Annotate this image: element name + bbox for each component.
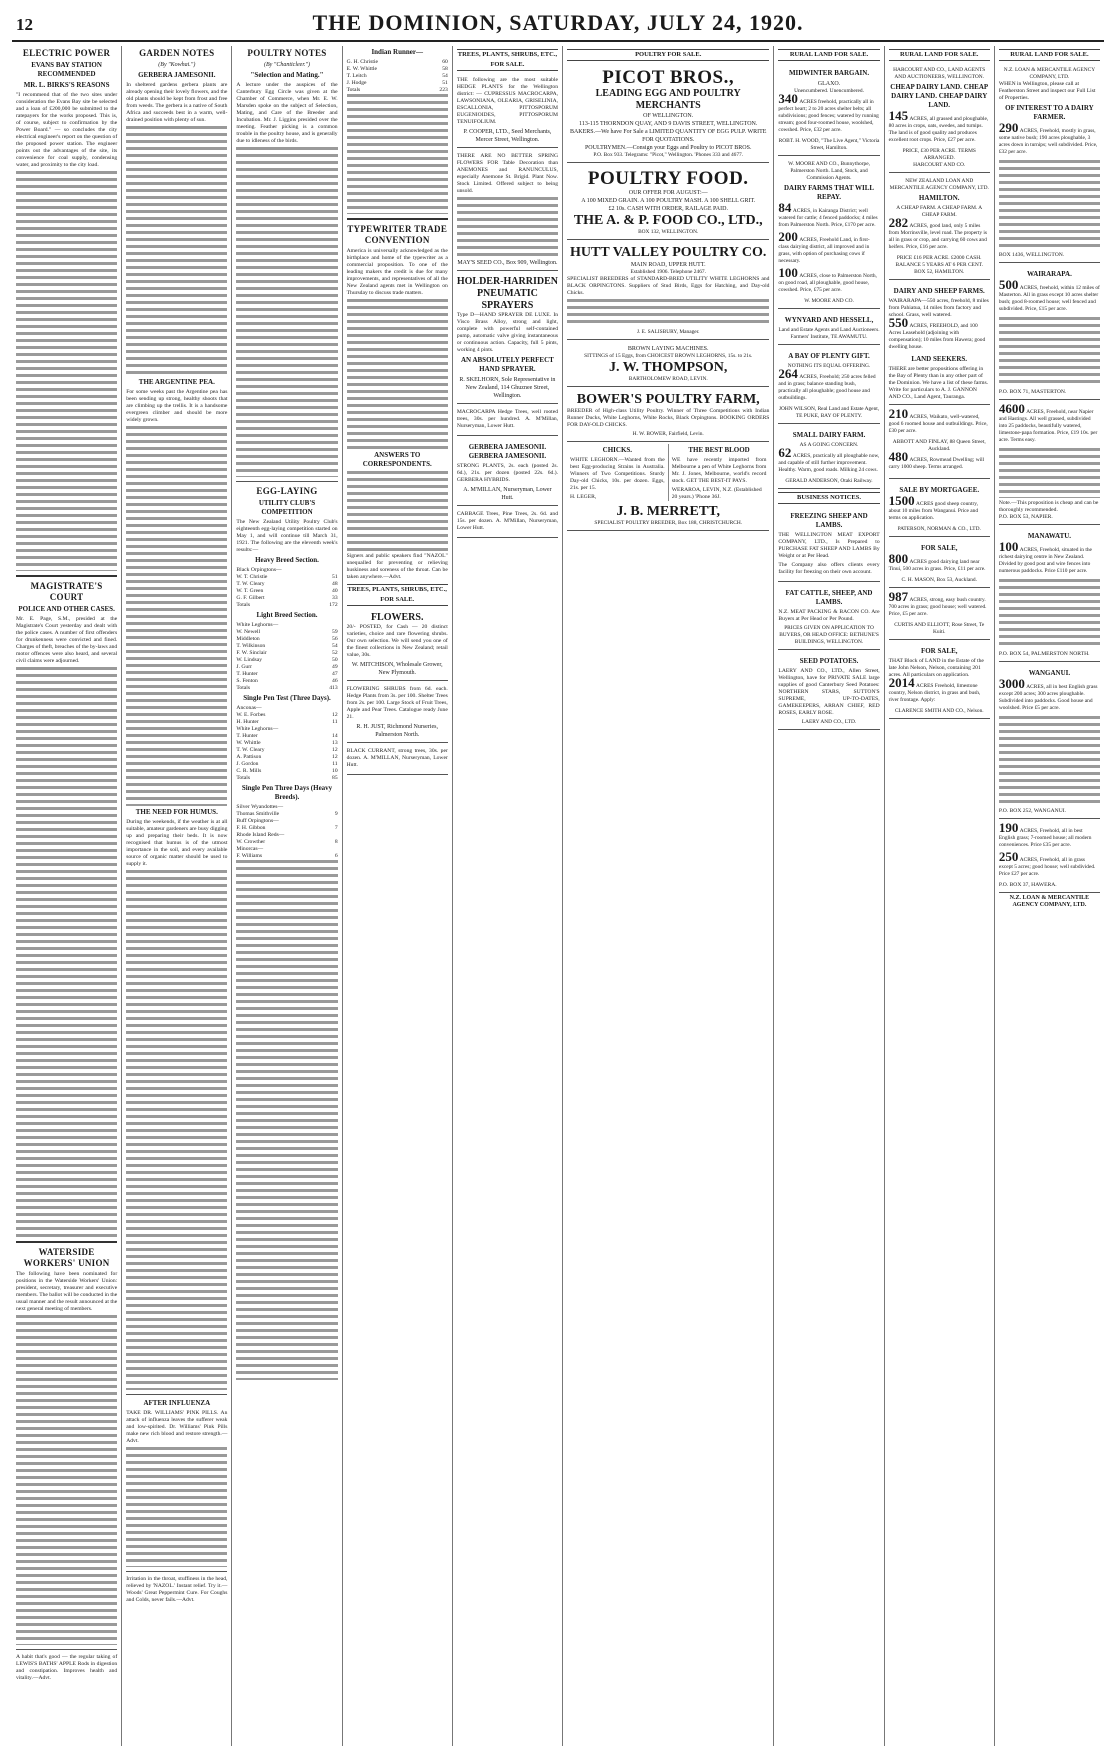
results-row bbox=[347, 73, 448, 80]
electric-power-body: "I recommend that of the two sites under consideration the Evans Bay site be selected and a loan of £200,000 be submitted to the ratepayers for the works proposed. This is, of course, subject to confirmation by the Power Board." — so concludes the city electrical engineer's report on the question of the proposed power station. The engineer points out the advantages of the site, its convenience for coal supply, condensing water, and proximity to the city load. bbox=[16, 92, 118, 168]
results-row bbox=[236, 846, 337, 853]
egg-count: 56 bbox=[332, 636, 338, 642]
results-row bbox=[236, 685, 337, 692]
wairarapa-ad: WAIRARAPA. 500 ACRES, freehold, within 12 miles of Masterton. All in grass except 10 acres shelter bush; good 8-roomed house; well fenced and subdivided. Price, £15 per acre. P.O. BOX 71, MASTERTON. bbox=[999, 265, 1100, 400]
article-text-block bbox=[236, 147, 337, 477]
results-row bbox=[347, 80, 448, 87]
column-2 bbox=[122, 46, 232, 1746]
results-row bbox=[236, 712, 337, 719]
typewriter-heading: TYPEWRITER TRADE CONVENTION bbox=[347, 224, 448, 245]
results-table bbox=[236, 705, 337, 782]
results-row bbox=[236, 740, 337, 747]
correspondents-subhead: ANSWERS TO CORRESPONDENTS. bbox=[362, 451, 432, 468]
egg-count: 51 bbox=[332, 574, 338, 580]
gerbera-body: In sheltered gardens gerbera plants are already opening their lovely flowers, and the old plants should be kept from frost and free from weeds. The gerbera is a native of South Africa and succeeds best in a warm, well-drained position with plenty of sun. bbox=[126, 82, 228, 123]
results-row bbox=[236, 595, 337, 602]
sprayer-ad: HOLDER-HARRIDEN PNEUMATIC SPRAYERS Type D—HAND SPRAYER DE LUXE. In Visco Brass Alloy, strong and light, complete with powerful self-contained pump, automatic valve giving instantaneous or continuous action. Capacity, full 5 pints, working 4 pints. AN ABSOLUTELY PERFECT HAND SPRAYER. R. SKELHORN, Sole Representative in New Zealand, 114 Ghuznee Street, Wellington. bbox=[457, 273, 558, 404]
chicks-ad: CHICKS. WHITE LEGHORN.—Wanted from the best Egg-producing Strains in Australia. Winners of Two Competitions. Sturdy Day-old Chicks, 10s. per dozen. Eggs, 21s. per 15. H. LEGER, bbox=[570, 446, 665, 500]
article-text-block bbox=[126, 426, 227, 806]
results-row bbox=[236, 754, 337, 761]
wynyard-hessell-ad: WYNYARD AND HESSELL, Land and Estate Agents and Land Auctioneers. Farmers' Institute, TE AWAMUTU. bbox=[778, 311, 879, 345]
entrant-name: Middleton bbox=[236, 636, 260, 642]
entrant-name: T. Leitch bbox=[346, 73, 367, 79]
results-table-heading: Single Pen Test (Three Days). bbox=[243, 694, 331, 702]
hawera-ad: 190 ACRES, Freehold, all in best English grass; 7-roomed house; all modern conveniences. Price £35 per acre. 250 ACRES, Freehold, all in grass except 5 acres; good house; well subdivided. Price £27 per acre. P.O. BOX 37, HAWERA. bbox=[999, 821, 1100, 893]
entrant-name: W. Whittle bbox=[236, 740, 261, 746]
entrant-name: W. T. Christie bbox=[236, 574, 268, 580]
results-row bbox=[236, 664, 337, 671]
egg-laying-subhead: UTILITY CLUB'S COMPETITION bbox=[258, 499, 316, 516]
column-4 bbox=[343, 46, 453, 1746]
egg-count: 50 bbox=[332, 657, 338, 663]
results-row bbox=[236, 853, 337, 860]
entrant-name: C. R. Mills bbox=[236, 768, 262, 774]
entrant-name: Silver Wyandottes— bbox=[236, 804, 284, 810]
indian-runner-results bbox=[347, 59, 448, 94]
article-text-block bbox=[16, 171, 117, 571]
results-row bbox=[236, 657, 337, 664]
bush-country-ad: 987 ACRES, strong, easy bush country. 700 acres in grass; good house; well watered. Price, £5 per acre. CURTIS AND ELLIOTT, Rose Street, Te Kuiti. bbox=[889, 590, 990, 640]
results-row bbox=[236, 622, 337, 629]
entrant-name: Rhode Island Reds— bbox=[236, 832, 285, 838]
egg-count: 223 bbox=[439, 87, 448, 93]
results-row bbox=[236, 775, 337, 782]
egg-count: 12 bbox=[332, 747, 338, 753]
best-blood-ad: THE BEST BLOOD WE have recently imported from Melbourne a pen of White Leghorns from Mr. J. Jones, Melbourne, world's record stock. GET THE BEST-IT PAYS. WERAROA, LEVIN, N.Z. (Established 20 years.) 'Phone 36J. bbox=[668, 444, 770, 501]
entrant-name: Totals bbox=[236, 602, 250, 608]
tinui-land-ad: FOR SALE, 800 ACRES good dairying land near Tinui, 500 acres in grass. Price, £11 per acre. C. H. MASON, Box 53, Auckland. bbox=[889, 539, 990, 588]
magistrates-court-body: Mr. E. Page, S.M., presided at the Magistrate's Court yesterday and dealt with the police cases. A number of first offenders for drunkenness were convicted and fined. Charges of theft, breaches of the by-laws and motor offences were also heard, and several civil claims were adjourned. bbox=[16, 616, 118, 664]
bowers-farm-ad: BOWER'S POULTRY FARM, BREEDER of High-class Utility Poultry. Winner of Three Competitions with Indian Runner Ducks, White Leghorns, White Rocks, Black Orpingtons. BOOKING ORDERS FOR DAY-OLD CHICKS. H. W. BOWER, Fairfield, Levin. bbox=[567, 389, 769, 442]
egg-count: 33 bbox=[332, 595, 338, 601]
fat-cattle-ad: FAT CATTLE, SHEEP, AND LAMBS. N.Z. MEAT PACKING & BACON CO. Are Buyers at Per Head or Per Pound. PRICES GIVEN ON APPLICATION TO BUYERS, OR HEAD OFFICE: BETHUNE'S BUILDINGS, WELLINGTON. bbox=[778, 584, 879, 650]
harcourt-ad: HARCOURT AND CO., LAND AGENTS AND AUCTIONEERS, WELLINGTON. CHEAP DAIRY LAND. CHEAP DAIRY LAND. CHEAP DAIRY LAND. 145 ACRES, all grassed and ploughable, 80 acres in crops, oats, swedes, and turnips. The land is of good quality and produces excellent root crops. Price, £27 per acre. PRICE, £30 PER ACRE. TERMS ARRANGED. HARCOURT AND CO. bbox=[889, 64, 990, 173]
entrant-name: T. Wilkinson bbox=[236, 643, 266, 649]
entrant-name: Anconas— bbox=[236, 705, 262, 711]
egg-count: 12 bbox=[332, 712, 338, 718]
magistrates-court-heading: MAGISTRATE'S COURT bbox=[30, 581, 103, 602]
business-notices-label: BUSINESS NOTICES. bbox=[778, 492, 879, 504]
seed-potatoes-ad: SEED POTATOES. LAERY AND CO., LTD., Allen Street, Wellington, have for PRIVATE SALE large supplies of good Canterbury Seed Potatoes: NORTHERN STARS, SUTTON'S SUPREME, UP-TO-DATES, GAMEKEEPERS, ARRAN CHIEF, RED ROSES, EARLY ROSE. LAERY AND CO., LTD. bbox=[778, 652, 879, 730]
newspaper-title: THE DOMINION, SATURDAY, JULY 24, 1920. bbox=[312, 10, 804, 35]
entrant-name: F. W. Sinclair bbox=[236, 650, 267, 656]
rural-land-section-label: RURAL LAND FOR SALE. bbox=[889, 49, 990, 61]
article-text-block bbox=[16, 667, 117, 1237]
results-row bbox=[236, 839, 337, 846]
column-5 bbox=[453, 46, 563, 1746]
entrant-name: Buff Orpingtons— bbox=[236, 818, 279, 824]
results-row bbox=[236, 671, 337, 678]
dairy-farms-ad: W. MOORE AND CO., Bunnythorpe, Palmerston North. Land, Stock, and Commission Agents. DAIRY FARMS THAT WILL REPAY. 84 ACRES, in Kairanga District; well watered for cattle; 4 fenced paddocks; 4 miles from Palmerston North. Price, £170 per acre. 200 ACRES, Freehold Land, in first-class dairying district, all improved and in grass, with option of purchasing cows if necessary. 100 ACRES, close to Palmerston North, on good road, all ploughable, good house, cowshed. Price, £75 per acre. W. MOORE AND CO. bbox=[778, 158, 879, 309]
electric-power-subhead: EVANS BAY STATION RECOMMENDED bbox=[31, 61, 102, 78]
results-row bbox=[236, 747, 337, 754]
typewriter-body: America is universally acknowledged as the birthplace and home of the typewriter as a commercial proposition. To one of the leading makers the credit is due for many improvements, and representatives of all the New Zealand agents met in Wellington on Thursday to discuss trade matters. bbox=[346, 248, 448, 296]
entrant-name: E. W. Whittle bbox=[346, 66, 377, 72]
entrant-name: Totals bbox=[236, 775, 250, 781]
results-row bbox=[236, 761, 337, 768]
results-row bbox=[236, 818, 337, 825]
cabbage-trees-ad: CABBAGE Trees, Pine Trees, 2s. 6d. and 15s. per dozen. A. M'Millan, Nurseryman, Lower Hutt. bbox=[457, 508, 558, 538]
egg-count: 47 bbox=[332, 671, 338, 677]
poultry-notes-byline: (By "Chanticleer.") bbox=[263, 62, 311, 68]
article-text-block bbox=[347, 471, 448, 551]
results-row bbox=[347, 66, 448, 73]
nazol-ad-body: Irritation in the throat, stuffiness in the head, relieved by 'NAZOL.' Instant relief. Try it.—Woods' Great Peppermint Cure. For Coughs and Colds, never fails.—Advt. bbox=[126, 1576, 228, 1603]
entrant-name: T. Hunter bbox=[236, 733, 258, 739]
magistrates-court-subhead: POLICE AND OTHER CASES. bbox=[18, 605, 115, 613]
electric-power-heading: ELECTRIC POWER bbox=[22, 48, 111, 58]
results-row bbox=[236, 811, 337, 818]
results-row bbox=[236, 733, 337, 740]
egg-count: 14 bbox=[332, 733, 338, 739]
agency-footer: N.Z. LOAN & MERCANTILE AGENCY COMPANY, LTD. bbox=[1009, 895, 1090, 908]
merrett-ad: J. B. MERRETT, SPECIALIST POULTRY BREEDER, Box 188, CHRISTCHURCH. bbox=[567, 501, 769, 531]
masthead bbox=[12, 8, 1104, 42]
advertisement-text: A habit that's good — the regular taking of LEWIS'S BATHS' APPLE Rods in digestion and constipation. Improves health and vitality.—Advt. bbox=[16, 1654, 118, 1681]
rural-land-section-label: RURAL LAND FOR SALE. bbox=[999, 49, 1100, 61]
thompson-ad: BROWN LAYING MACHINES. SITTINGS of 15 Eggs, from CHOICEST BROWN LEGHORNS, 15s. to 21s. J. W. THOMPSON, BARTHOLOMEW ROAD, LEVIN. bbox=[567, 342, 769, 387]
results-row bbox=[236, 629, 337, 636]
egg-count: 85 bbox=[332, 775, 338, 781]
bay-of-plenty-ad: A BAY OF PLENTY GIFT. NOTHING ITS EQUAL OFFERING. 264 ACRES, Freehold; 250 acres felled and in grass; balance standing bush, practically all ploughable; good house and outbuildings. JOHN WILSON, Real Land and Estate Agent, TE PUKE, BAY OF PLENTY. bbox=[778, 347, 879, 424]
entrant-name: W. Crowther bbox=[236, 839, 266, 845]
egg-laying-heading: EGG-LAYING bbox=[256, 486, 318, 496]
entrant-name: G. F. Gilbert bbox=[236, 595, 265, 601]
results-row bbox=[236, 825, 337, 832]
results-row bbox=[236, 643, 337, 650]
shrubs-ad: FLOWERING SHRUBS from 6d. each. Hedge Plants from 3s. per 100. Shelter Trees from 2s. per 100. Large Stock of Fruit Trees, Apple and Pear Trees. Catalogue ready June 21. R. H. JUST, Richmond Nurseries, Palmerston North. bbox=[347, 683, 448, 743]
garden-notes-heading: GARDEN NOTES bbox=[139, 48, 215, 58]
selection-mating-body: A lecture under the auspices of the Canterbury Egg Circle was given at the Chamber of Commerce, when Mr. E. W. Marsden spoke on the subject of Selection, Mating, and Care of the Breeder and Incubation. Mr. J. Liggins presided over the meeting. Feather picking is a common trouble in the poultry house, and is generally due to idleness of the birds. bbox=[236, 82, 338, 144]
article-text-block bbox=[126, 1447, 227, 1567]
results-text-block bbox=[236, 860, 337, 1380]
egg-count: 13 bbox=[332, 740, 338, 746]
entrant-name: T. W. Cleary bbox=[236, 581, 265, 587]
columns bbox=[12, 46, 1104, 1746]
results-row bbox=[347, 87, 448, 94]
entrant-name: Minorcas— bbox=[236, 846, 264, 852]
egg-count: 9 bbox=[334, 811, 338, 817]
gerbera-ad: GERBERA JAMESONII. GERBERA JAMESONII. STRONG PLANTS, 2s. each (posted 2s. 6d.), 21s. per dozen (posted 22s. 6d.). GERBERA HYBRIDS. A. M'MILLAN, Nurseryman, Lower Hutt. bbox=[457, 438, 558, 506]
entrant-name: White Leghorns— bbox=[236, 622, 279, 628]
egg-count: 12 bbox=[332, 754, 338, 760]
argentine-pea-subhead: THE ARGENTINE PEA. bbox=[138, 378, 215, 386]
egg-count: 11 bbox=[332, 761, 338, 767]
influenza-ad-body: TAKE DR. WILLIAMS' PINK PILLS. An attack of influenza leaves the sufferer weak and low-spirited. Dr. Williams' Pink Pills make new rich blood and restore strength.—Advt. bbox=[126, 1410, 228, 1444]
article-text-block bbox=[126, 870, 227, 1390]
egg-count: 54 bbox=[442, 73, 448, 79]
egg-count: 60 bbox=[442, 59, 448, 65]
egg-count: 7 bbox=[334, 825, 338, 831]
column-3 bbox=[232, 46, 342, 1746]
wanganui-ad: WANGANUI. 3000 ACRES, all in best English grass except 200 acres; 300 acres ploughable. Subdivided into paddocks. Good house and woolshed. Price £5 per acre. P.O. BOX 252, WANGANUI. bbox=[999, 664, 1100, 819]
results-row bbox=[236, 768, 337, 775]
results-row bbox=[236, 705, 337, 712]
egg-count: 6 bbox=[334, 853, 338, 859]
results-row bbox=[236, 726, 337, 733]
trees-section-label: TREES, PLANTS, SHRUBS, ETC., FOR SALE. bbox=[347, 584, 448, 606]
results-table bbox=[236, 622, 337, 692]
article-text-block bbox=[347, 299, 448, 449]
trees-section-label: TREES, PLANTS, SHRUBS, ETC., FOR SALE. bbox=[457, 49, 558, 71]
indian-runner-table-head: Indian Runner— bbox=[371, 48, 423, 56]
results-row bbox=[236, 574, 337, 581]
egg-laying-body: The New Zealand Utility Poultry Club's eighteenth egg-laying competition started on May 1, and will continue till March 31, 1921. The following are the eleventh week's results:— bbox=[236, 519, 338, 553]
entrant-name: W. Lindsay bbox=[236, 657, 262, 663]
rural-land-section-label: RURAL LAND FOR SALE. bbox=[778, 49, 879, 61]
column-1 bbox=[12, 46, 122, 1746]
column-9 bbox=[995, 46, 1104, 1746]
entrant-name: A. Pattison bbox=[236, 754, 262, 760]
macrocarpa-ad: MACROCARPA Hedge Trees, well rooted trees, 30s. per hundred. A. M'Millan, Nurseryman, Lower Hutt. bbox=[457, 406, 558, 436]
egg-count: 52 bbox=[332, 650, 338, 656]
egg-count: 49 bbox=[332, 664, 338, 670]
poultry-notes-heading: POULTRY NOTES bbox=[247, 48, 327, 58]
entrant-name: W. T. Green bbox=[236, 588, 264, 594]
garden-notes-byline: (By "Kowhai.") bbox=[158, 62, 196, 68]
results-row bbox=[236, 678, 337, 685]
gerbera-subhead: GERBERA JAMESONII. bbox=[138, 71, 216, 79]
hutt-valley-poultry-ad: HUTT VALLEY POULTRY CO. MAIN ROAD, UPPER HUTT. Established 1906. Telephone 2467. SPECIALIST BREEDERS of STANDARD-BRED UTILITY WHITE LEGHORNS and BLACK ORPINGTONS. Suppliers of Stud Birds, Eggs for Hatching, and Day-old Chicks. J. E. SALISBURY, Manager. bbox=[567, 242, 769, 340]
nz-loan-hamilton-ad: NEW ZEALAND LOAN AND MERCANTILE AGENCY COMPANY, LTD. HAMILTON. A CHEAP FARM. A CHEAP FARM. A CHEAP FARM. 282 ACRES, good land, only 5 miles from Morrinsville, level road. The property is all in grass or crop, and carrying 60 cows and heifers. Price, £16 per acre. PRICE £16 PER ACRE. £2000 CASH. BALANCE 5 YEARS AT 6 PER CENT. BOX 52, HAMILTON. bbox=[889, 175, 990, 280]
results-table-heading: Light Breed Section. bbox=[256, 611, 318, 619]
results-table-heading: Heavy Breed Section. bbox=[255, 556, 319, 564]
results-text-block bbox=[347, 94, 448, 214]
mortgagee-sale-ad: SALE BY MORTGAGEE. 1500 ACRES good sheep country, about 10 miles from Wanganui. Price and terms on application. PATERSON, NORMAN & CO., LTD. bbox=[889, 481, 990, 537]
dairy-sheep-farms-ad: DAIRY AND SHEEP FARMS. WAIRARAPA—550 acres, freehold, 8 miles from Pahiatua, 14 miles from factory and school. Grass, well watered. 550 ACRES, FREEHOLD, and 100 Acres Leasehold (adjoining with compensation); 10 miles from Hawera; good dwelling house. LAND SEEKERS. THERE are better propositions offering in the Bay of Plenty than in any other part of the Dominion. We have a list of these farms. Write for particulars to A. J. GANNON AND CO., Land Agent, Tauranga. bbox=[889, 282, 990, 405]
entrant-name: T. W. Cleary bbox=[236, 747, 265, 753]
entrant-name: Totals bbox=[236, 685, 250, 691]
column-8 bbox=[885, 46, 995, 1746]
column-7 bbox=[774, 46, 884, 1746]
entrant-name: Totals bbox=[346, 87, 361, 93]
humus-subhead: THE NEED FOR HUMUS. bbox=[135, 808, 218, 816]
chicks-and-blood-ads bbox=[567, 444, 769, 501]
entrant-name: Black Orpingtons— bbox=[236, 567, 282, 573]
spring-flowers-ad: THERE ARE NO BETTER SPRING FLOWERS FOR Table Decoration than ANEMONES and RANUNCULUS, especially Anemone St. Brigid. Plant Now. Stock Limited. Offered subject to being unsold. MAY'S SEED CO., Box 909, Wellington. bbox=[457, 150, 558, 271]
results-row bbox=[236, 588, 337, 595]
entrant-name: W. E. Forbes bbox=[236, 712, 266, 718]
article-text-block bbox=[16, 1315, 117, 1645]
currant-ad: BLACK CURRANT, strong trees, 30s. per dozen. A. M'MILLAN, Nurseryman, Lower Hutt. bbox=[347, 745, 448, 775]
entrant-name: F. Williams bbox=[236, 853, 263, 859]
entrant-name: White Leghorns— bbox=[236, 726, 279, 732]
results-table-heading: Single Pen Three Days (Heavy Breeds). bbox=[241, 784, 333, 801]
entrant-name: H. Hunter bbox=[236, 719, 259, 725]
article-text-block bbox=[126, 126, 227, 376]
poultry-for-sale-column bbox=[563, 46, 774, 1746]
hedge-plants-ad: THE following are the most suitable HEDGE PLANTS for the Wellington district: — CUPRESSUS MACROCARPA, LAWSONIANA, OLEARIA, GRISELINIA, ESCALLONIA, PITTOSPORUM EUGENIOIDES, PITTOSPORUM TENUIFOLIUM. P. COOPER, LTD., Seed Merchants, Mercer Street, Wellington. bbox=[457, 74, 558, 148]
results-row bbox=[236, 650, 337, 657]
influenza-ad-heading: AFTER INFLUENZA bbox=[143, 1399, 211, 1407]
results-table bbox=[236, 804, 337, 860]
freezing-sheep-ad: FREEZING SHEEP AND LAMBS. THE WELLINGTON MEAT EXPORT COMPANY, LTD., Is Prepared to PURCHASE FAT SHEEP AND LAMBS By Weight or at Per Head. The Company also offers clients every facility for freezing on their own account. bbox=[778, 507, 879, 582]
humus-body: During the weekends, if the weather is at all suitable, amateur gardeners are busy digging up and preparing their beds. It is now recognised that humus is of the utmost importance in the soil, and every available source of organic matter should be used to supply it. bbox=[126, 819, 228, 867]
egg-count: 48 bbox=[332, 581, 338, 587]
entrant-name: J. Hodge bbox=[346, 80, 367, 86]
results-row bbox=[236, 581, 337, 588]
egg-count: 40 bbox=[332, 588, 338, 594]
results-row bbox=[347, 59, 448, 66]
napier-ad: 4600 ACRES, Freehold, near Napier and Hastings. All well grassed, subdivided into 25 paddocks, beautifully watered, limestone-papa formation. Price, £19 10s. per acre. Terms easy. Note.—This proposition is cheap and can be thoroughly recommended. P.O. BOX 53, NAPIER. bbox=[999, 402, 1100, 525]
egg-count: 413 bbox=[329, 685, 338, 691]
electric-power-subhead-2: MR. L. BIRKS'S REASONS bbox=[23, 81, 110, 89]
picot-bros-ad: PICOT BROS., LEADING EGG AND POULTRY MERCHANTS OF WELLINGTON. 113-115 THORNDON QUAY, AND 9 DAVIS STREET, WELLINGTON. BAKERS.—We have For Sale a LIMITED QUANTITY OF EGG PULP. WRITE FOR QUOTATIONS. POULTRYMEN.—Consign your Eggs and Poultry to PICOT BROS. P.O. Box 933. Telegrams: "Picot," Wellington. 'Phones 333 and 4677. bbox=[567, 64, 769, 163]
waterside-workers-heading: WATERSIDE WORKERS' UNION bbox=[23, 1247, 110, 1268]
results-row bbox=[236, 602, 337, 609]
poultry-food-ad: POULTRY FOOD. OUR OFFER FOR AUGUST:— A 100 MIXED GRAIN. A 100 POULTRY MASH. A 100 SHELL GRIT. £2 10s. CASH WITH ORDER, RAILAGE PAID. THE A. & P. FOOD CO., LTD., BOX 132, WELLINGTON. bbox=[567, 165, 769, 240]
results-row bbox=[236, 636, 337, 643]
selection-mating-subhead: "Selection and Mating." bbox=[250, 71, 324, 79]
glaxo-bargain-ad: MIDWINTER BARGAIN. GLAXO. Unencumbered. Unencumbered. 340 ACRES freehold, practically all in perfect heart; 2 to 20 acres shelter belts; all subdivisions; good fences; watered by running stream; good four-roomed house, woolshed, cowshed. Price, £32 per acre. ROBT. H. WOOD, "The Live Agent," Victoria Street, Hamilton. bbox=[778, 64, 879, 156]
entrant-name: G. H. Christie bbox=[346, 59, 378, 65]
egg-count: 11 bbox=[332, 719, 338, 725]
waterside-workers-body: The following have been nominated for positions in the Waterside Workers' Union: president, secretary, treasurer and executive members. The ballot will be conducted in the usual manner and the result announced at the next general meeting of members. bbox=[16, 1271, 118, 1312]
nazol-ad: Signers and public speakers find "NAZOL" unequalled for preventing or relieving huskiness and soreness of the throat. Can be taken anywhere.—Advt. bbox=[346, 553, 448, 580]
nelson-estate-ad: FOR SALE, THAT Block of LAND in the Estate of the late John Nelson, Nelson, containing 201 acres. All particulars on application. 2014 ACRES Freehold, limestone country, Nelson district, in grass and bush, river frontage. Apply: CLARENCE SMITH AND CO., Nelson. bbox=[889, 642, 990, 719]
entrant-name: J. Gurr bbox=[236, 664, 252, 670]
egg-count: 59 bbox=[332, 629, 338, 635]
poultry-section-label: POULTRY FOR SALE. bbox=[567, 49, 769, 61]
results-row bbox=[236, 567, 337, 574]
page-number: 12 bbox=[16, 15, 33, 34]
egg-count: 58 bbox=[442, 66, 448, 72]
entrant-name: Thomas Smithville bbox=[236, 811, 280, 817]
results-table bbox=[236, 567, 337, 609]
egg-count: 172 bbox=[329, 602, 338, 608]
nz-loan-wellington-ad: N.Z. LOAN & MERCANTILE AGENCY COMPANY, LTD. WHEN in Wellington, please call at Featherston Street and inspect our Full List of Properties. OF INTEREST TO A DAIRY FARMER. 290 ACRES, Freehold, mostly in grass, some native bush; 190 acres ploughable, 3 acres down in turnips; well subdivided. Price, £32 per acre. BOX 1436, WELLINGTON. bbox=[999, 64, 1100, 263]
results-row bbox=[236, 719, 337, 726]
flowers-ad: FLOWERS. 20/- POSTED, for Cash — 20 distinct varieties, choice and rare flowering shrubs. Our own selection. We will send you one of the finest collections in New Zealand; retail value, 30s. W. MITCHISON, Wholesale Grower, New Plymouth. bbox=[347, 609, 448, 681]
entrant-name: F. H. Gibbon bbox=[236, 825, 266, 831]
manawatu-ad: MANAWATU. 100 ACRES, Freehold, situated in the richest dairying centre in New Zealand. Divided by good post and wire fences into numerous paddocks. Price £110 per acre. P.O. BOX 54, PALMERSTON NORTH. bbox=[999, 527, 1100, 662]
argentine-pea-body: For some weeks past the Argentine pea has been sending up strong, healthy shoots that are climbing up the trellis. It is a handsome evergreen climber and should be more widely grown. bbox=[126, 389, 228, 423]
entrant-name: S. Fenton bbox=[236, 678, 258, 684]
egg-count: 51 bbox=[442, 80, 448, 86]
egg-count: 8 bbox=[334, 839, 338, 845]
results-row bbox=[236, 804, 337, 811]
entrant-name: W. Newell bbox=[236, 629, 261, 635]
egg-count: 54 bbox=[332, 643, 338, 649]
egg-count: 10 bbox=[332, 768, 338, 774]
entrant-name: T. Hunter bbox=[236, 671, 258, 677]
small-dairy-farm-ad: SMALL DAIRY FARM. AS A GOING CONCERN. 62 ACRES, practically all ploughable now, and capable of still further improvement. Healthy. Warm, good roads. Milking 24 cows. GERALD ANDERSON, Otaki Railway. bbox=[778, 426, 879, 489]
waikato-ad: 210 ACRES, Waikato, well-watered, good 6 roomed house and outbuildings. Price, £30 per acre. ABBOTT AND FINLAY, 88 Queen Street, Auckland. 480 ACRES, Rowmead Dwelling; will carry 1000 sheep. Terms arranged. bbox=[889, 407, 990, 479]
results-row bbox=[236, 832, 337, 839]
egg-laying-results bbox=[236, 556, 337, 860]
entrant-name: J. Gordon bbox=[236, 761, 259, 767]
egg-count: 46 bbox=[332, 678, 338, 684]
